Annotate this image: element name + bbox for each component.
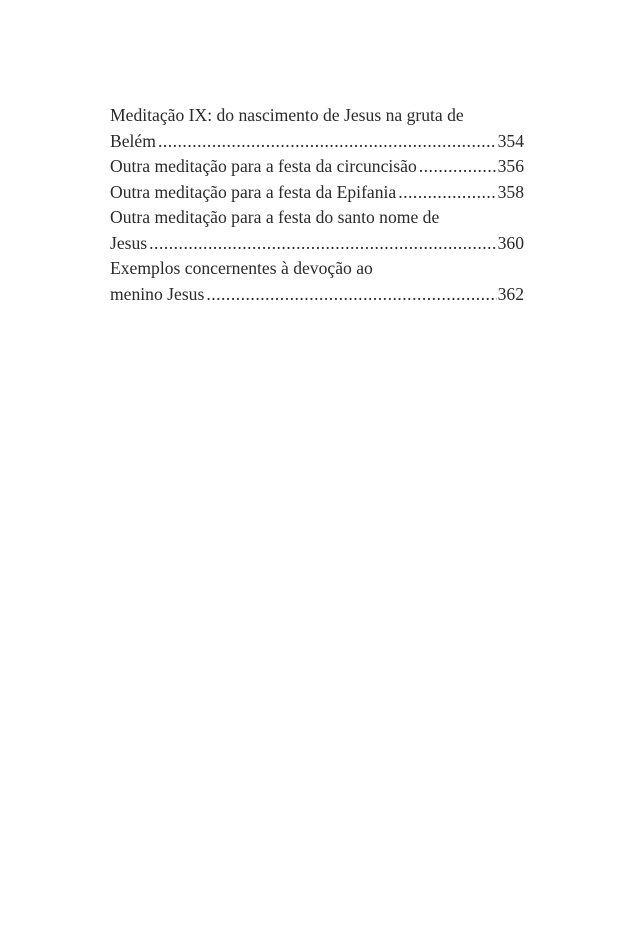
toc-line: [110, 103, 524, 129]
dot-leader: [206, 282, 496, 308]
dot-leader: [158, 129, 497, 155]
toc-entry-text: Outra meditação para a festa da Epifania: [110, 181, 397, 202]
toc-entry-text: Outra meditação para a festa do santo nome de: [110, 207, 440, 227]
page-number: 362: [497, 283, 524, 304]
toc-entry-text: menino Jesus: [110, 283, 205, 304]
toc-entry-circuncisao: [110, 154, 524, 180]
toc-entry-text: Jesus: [110, 232, 148, 253]
toc-line: [110, 256, 524, 282]
toc-entry-santo-nome: [110, 231, 524, 257]
toc-entry-text: Outra meditação para a festa da circuncisão: [110, 156, 417, 176]
page-number: 360: [497, 232, 524, 253]
dot-leader: [149, 231, 496, 257]
toc-entry-text: Exemplos concernentes à devoção ao: [110, 258, 373, 278]
toc-entry-meditacao-ix: [110, 129, 524, 155]
toc-entry-epifania: [110, 180, 524, 206]
dot-leader: [398, 180, 496, 206]
toc-entry-text: Belém: [110, 130, 156, 151]
page-number: 358: [497, 181, 524, 202]
table-of-contents: [110, 103, 524, 307]
dot-leader: [419, 154, 497, 180]
toc-entry-exemplos: [110, 282, 524, 308]
page-number: 356: [497, 156, 524, 176]
page-number: 354: [497, 130, 524, 151]
toc-entry-text: Meditação IX: do nascimento de Jesus na gruta de: [110, 105, 464, 125]
toc-line: [110, 205, 524, 231]
